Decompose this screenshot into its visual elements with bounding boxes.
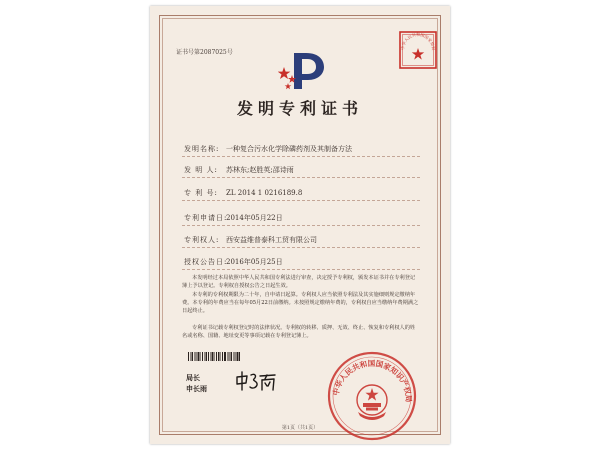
divider bbox=[182, 269, 420, 270]
field-value: ZL 2014 1 0216189.8 bbox=[226, 189, 303, 197]
field-invention-name bbox=[184, 144, 352, 154]
field-label: 发明名称: bbox=[184, 145, 220, 153]
svg-text:中华人民共和国国家知识产权局: 中华人民共和国国家知识产权局 bbox=[331, 358, 414, 403]
certificate-page bbox=[150, 6, 450, 444]
page-footer: 第1页（共1页） bbox=[281, 425, 319, 431]
patent-office-logo-icon bbox=[278, 47, 334, 93]
field-patent-number bbox=[184, 188, 302, 198]
field-label: 授权公告日: bbox=[184, 258, 228, 266]
divider bbox=[182, 225, 420, 226]
field-value: 一种复合污水化学除磷药剂及其制备方法 bbox=[226, 145, 352, 153]
certificate-number: 证书号第2087025号 bbox=[176, 49, 233, 56]
divider bbox=[182, 200, 420, 201]
field-application-date bbox=[184, 213, 283, 223]
handwritten-signature bbox=[234, 369, 278, 393]
divider bbox=[182, 156, 420, 157]
field-label: 专 利 号: bbox=[184, 189, 218, 197]
field-label: 专利权人: bbox=[184, 236, 220, 244]
field-label: 专利申请日: bbox=[184, 214, 228, 222]
svg-text:中华人民共和国国家知识产权局专利局: 中华人民共和国国家知识 bbox=[399, 31, 437, 51]
paragraph-register: 专利证书记载专利权登记时的法律状况。专利权的转移、质押、无效、终止、恢复和专利权人的姓名或名称、国籍、地址变更等事项记载在专利登记簿上。 bbox=[182, 325, 416, 339]
divider bbox=[182, 177, 420, 178]
field-value: 西安益维普泰科工贸有限公司 bbox=[226, 236, 317, 244]
field-inventors bbox=[184, 165, 294, 175]
field-label: 发 明 人: bbox=[184, 166, 218, 174]
signatory-title: 局长 bbox=[186, 373, 200, 382]
divider bbox=[182, 247, 420, 248]
field-patentee bbox=[184, 235, 317, 245]
field-grant-date bbox=[184, 257, 283, 267]
signatory-name: 申长雨 bbox=[186, 384, 207, 393]
field-value: 2014年05月22日 bbox=[226, 214, 283, 222]
paragraph-term: 本专利的专利权期限为二十年，自申请日起算。专利权人应当依照专利法及其实施细则规定缴纳年费。本专利的年费应当在每年05月22日前缴纳。未按照规定缴纳年费的，专利权自应当缴纳年费期满之日起终止。 bbox=[182, 292, 419, 314]
barcode bbox=[188, 352, 240, 361]
certificate-title: 发明专利证书 bbox=[236, 99, 363, 118]
field-value: 2016年05月25日 bbox=[226, 258, 283, 266]
paragraph-grant: 本发明经过本局依照中华人民共和国专利法进行审查，决定授予专利权，颁发本证书并在专利登记簿上予以登记。专利权自授权公告之日起生效。 bbox=[182, 275, 416, 289]
field-value: 苏林东;赵胜英;邵诗雨 bbox=[226, 166, 294, 174]
official-stamp-top bbox=[398, 30, 438, 70]
